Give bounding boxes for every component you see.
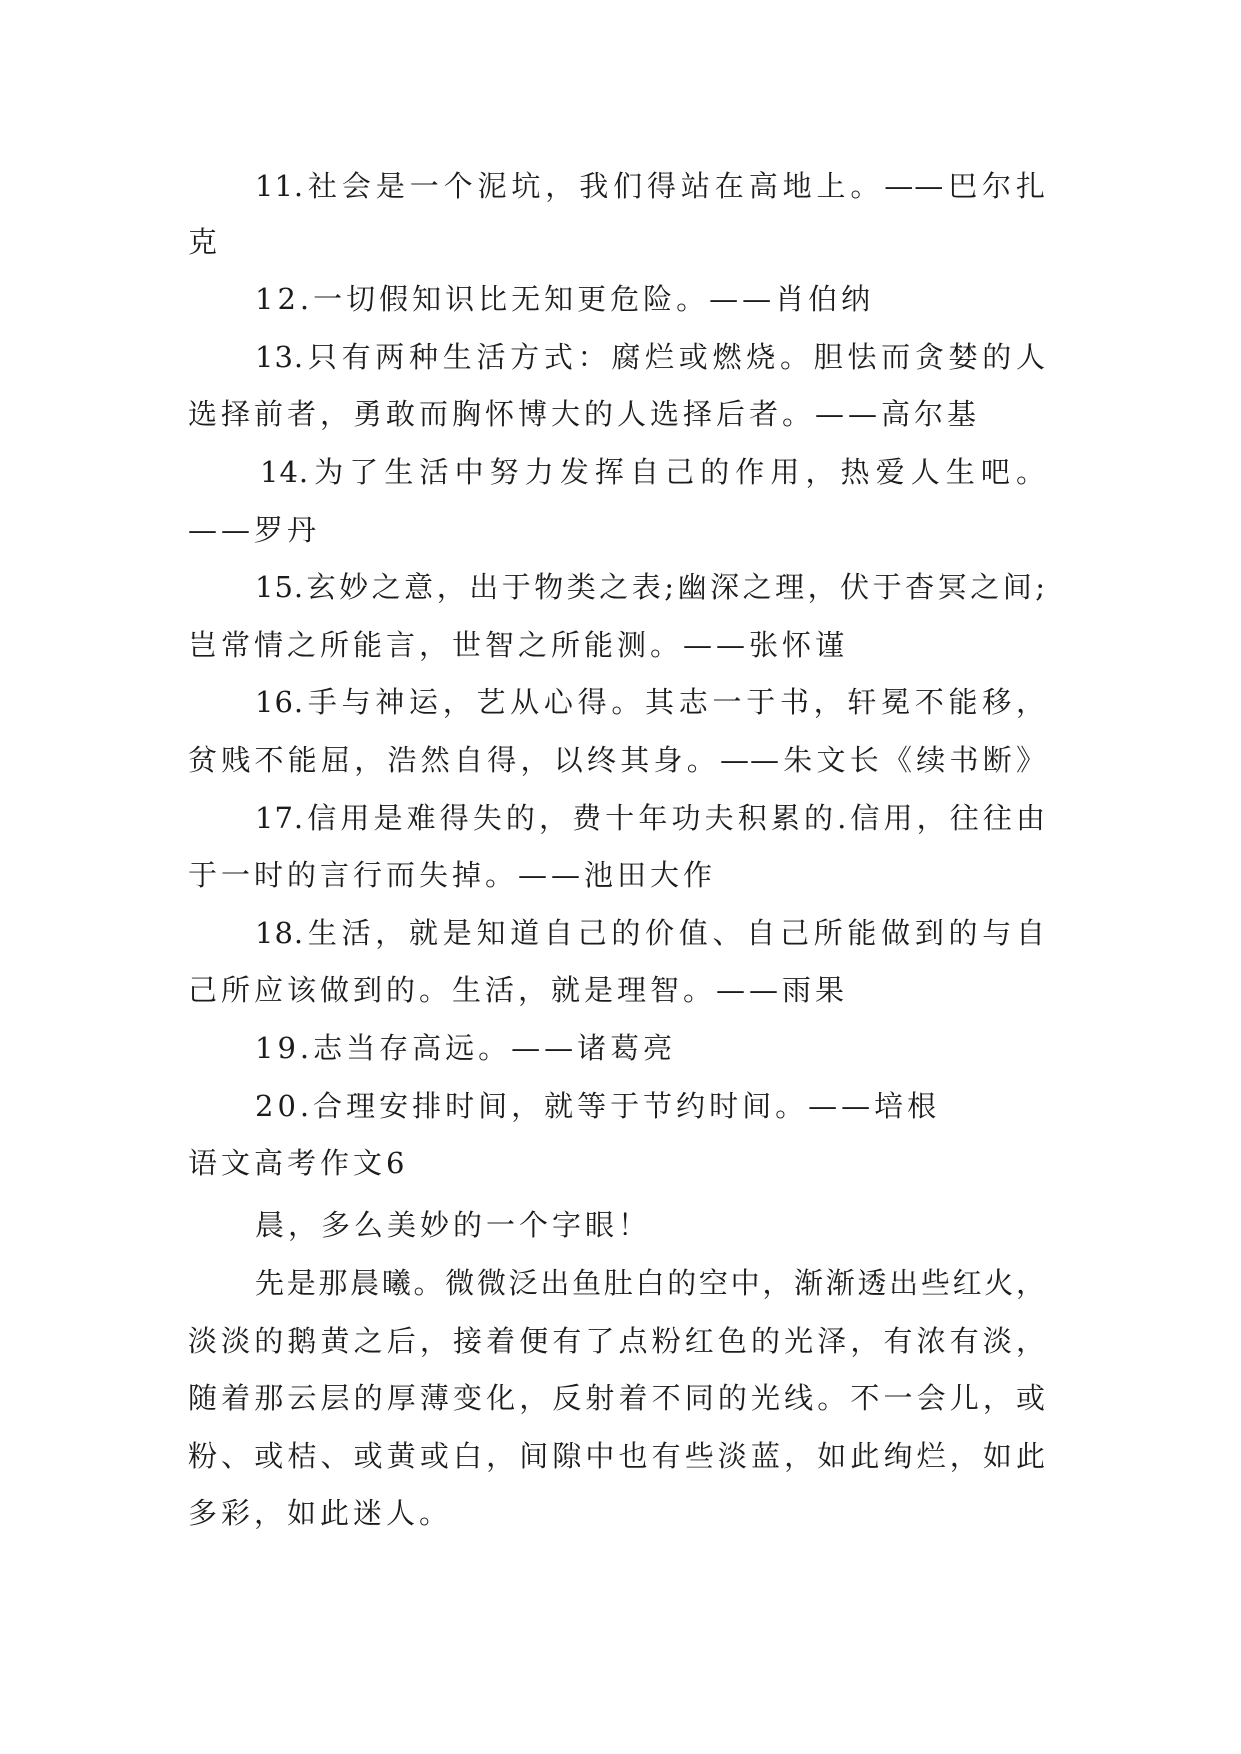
quote-11-line-2: 克 [188,225,222,259]
essay-paragraph-2-line-4: 粉、或桔、或黄或白，间隙中也有些淡蓝，如此绚烂，如此 [188,1439,1046,1473]
quote-17-line-1: 17.信用是难得失的，费十年功夫积累的.信用，往往由 [255,801,1046,835]
quote-13-line-1: 13.只有两种生活方式：腐烂或燃烧。胆怯而贪婪的人 [255,340,1046,374]
essay-paragraph-2-line-1: 先是那晨曦。微微泛出鱼肚白的空中，渐渐透出些红火， [255,1266,1046,1300]
quote-20-line-1: 20.合理安排时间，就等于节约时间。——培根 [255,1089,941,1123]
essay-paragraph-2-line-2: 淡淡的鹅黄之后，接着便有了点粉红色的光泽，有浓有淡， [188,1324,1046,1358]
essay-paragraph-2-line-3: 随着那云层的厚薄变化，反射着不同的光线。不一会儿，或 [188,1381,1046,1415]
essay-paragraph-2-line-5: 多彩，如此迷人。 [188,1496,453,1530]
quote-16-line-1: 16.手与神运，艺从心得。其志一于书，轩冕不能移， [255,685,1046,719]
quote-18-line-2: 己所应该做到的。生活，就是理智。——雨果 [188,973,849,1007]
quote-13-line-2: 选择前者，勇敢而胸怀博大的人选择后者。——高尔基 [188,397,981,431]
quote-15-line-2: 岂常情之所能言，世智之所能测。——张怀谨 [188,628,849,662]
quote-12-line-1: 12.一切假知识比无知更危险。——肖伯纳 [255,282,875,316]
quote-19-line-1: 19.志当存高远。——诸葛亮 [255,1031,677,1065]
essay-title: 语文高考作文6 [188,1146,409,1180]
quote-14-line-2: ——罗丹 [188,513,321,547]
quote-11-line-1: 11.社会是一个泥坑，我们得站在高地上。——巴尔扎 [255,169,1046,203]
quote-15-line-1: 15.玄妙之意，出于物类之表;幽深之理，伏于杳冥之间; [255,570,1046,604]
essay-paragraph-1-line-1: 晨，多么美妙的一个字眼！ [255,1208,652,1242]
quote-18-line-1: 18.生活，就是知道自己的价值、自己所能做到的与自 [255,916,1046,950]
quote-17-line-2: 于一时的言行而失掉。——池田大作 [188,858,717,892]
quote-16-line-2: 贫贱不能屈，浩然自得，以终其身。——朱文长《续书断》 [188,743,1046,777]
quote-14-line-1: 14.为了生活中努力发挥自己的作用，热爱人生吧。 [260,455,1046,489]
